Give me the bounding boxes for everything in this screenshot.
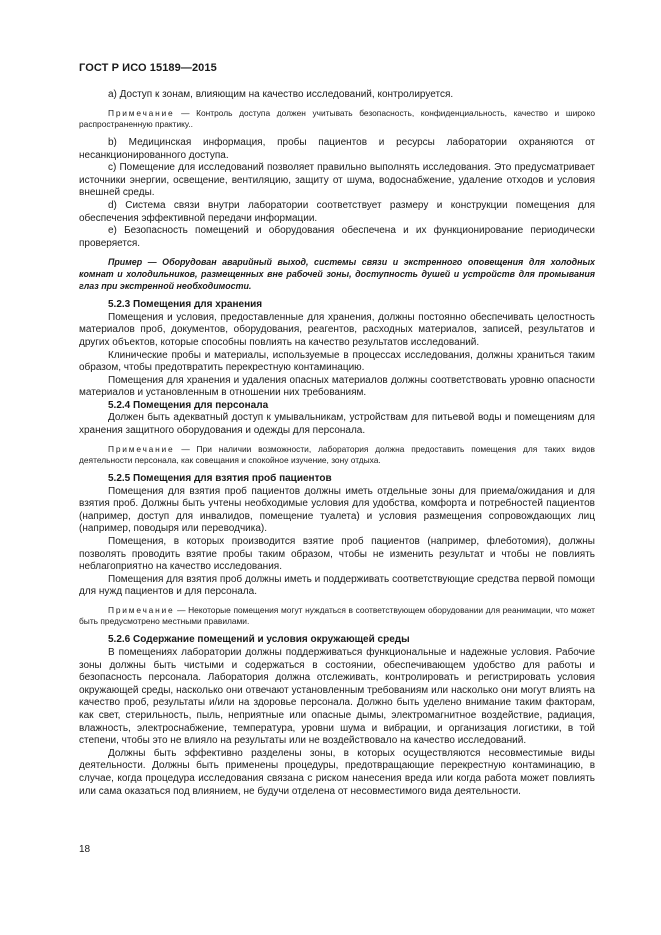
paragraph-item-c: c) Помещение для исследований позволяет правильно выполнять исследования. Это предусматривает источники энергии, освещение, вентиляцию, защиту от шума, водоснабжение, удаление отходов и условия внешней среды. (79, 162, 595, 199)
note-label: Примечание (108, 443, 175, 454)
paragraph-item-e: e) Безопасность помещений и оборудования обеспечена и их функционирование периодически проверяется. (79, 225, 595, 249)
paragraph-staff-access: Должен быть адекватный доступ к умывальникам, устройствам для питьевой воды и помещениям для хранения защитного оборудования и одежды для персонала. (79, 412, 595, 437)
paragraph-item-d: d) Система связи внутри лаборатории соответствует размеру и конструкции помещения для обеспечения эффективной передачи информации. (79, 199, 595, 224)
paragraph-clinical-samples: Клинические пробы и материалы, используемые в процессах исследования, должны храниться таким образом, чтобы предотвратить перекрестную контаминацию. (79, 349, 595, 374)
heading-5-2-5: 5.2.5 Помещения для взятия проб пациентов (108, 473, 332, 485)
paragraph-environment-conditions: В помещениях лаборатории должны поддерживаться функциональные и надежные условия. Рабочие зоны должны быть чистыми и содержаться в состоянии, обеспечивающем удобство для работы и безопасность персонала. Лаборатория должна отслеживать, контролировать и регистрировать условия окружающей среды, насколько они отвечают установленным требованиям или насколько они могут влиять на качество проб, результаты и/или на здоровье персонала. Должно быть уделено внимание таким факторам, как свет, стерильность, пыль, неприятные или опасные дымы, электромагнитное воздействие, радиация, влажность, электроснабжение, температура, уровни шума и вибрации, и организация логистики, в той степени, чтобы это не влияло на результаты или не воздействовало на качество исследований. (79, 647, 595, 747)
paragraph-access-zones: а) Доступ к зонам, влияющим на качество исследований, контролируется. (108, 89, 454, 100)
heading-5-2-4: 5.2.4 Помещения для персонала (108, 399, 269, 411)
standard-header: ГОСТ Р ИСО 15189—2015 (79, 62, 217, 74)
note-label: Примечание (108, 107, 175, 118)
note-access-control (79, 108, 595, 130)
paragraph-sampling-zones: Помещения для взятия проб пациентов должны иметь отдельные зоны для приема/ожидания и для взятия проб. Должны быть учтены необходимые условия для удобства, комфорта и потребностей пациентов (например, доступ для инвалидов, помещение туалета) и условия размещения сопровождающих лиц (например, поводыря или переводчика). (79, 485, 595, 535)
note-text: — Некоторые помещения могут нуждаться в соответствующем оборудовании для реанимации, что может быть предусмотрено местными правилами. (79, 605, 595, 627)
note-text: — Контроль доступа должен учитывать безопасность, конфиденциальность, качество и широко распространенную практику.. (79, 107, 595, 129)
heading-5-2-6: 5.2.6 Содержание помещений и условия окружающей среды (108, 634, 410, 646)
note-staff-facilities (79, 444, 595, 466)
paragraph-phlebotomy: Помещения, в которых производится взятие проб пациентов (например, флеботомия), должны позволять проводить взятие пробы таким образом, чтобы не изменить результат и чтобы не повлиять неблагоприятно на качество исследования. (79, 536, 595, 573)
paragraph-zone-separation: Должны быть эффективно разделены зоны, в которых осуществляются несовместимые виды деятельности. Должны быть применены процедуры, предотвращающие перекрестную контаминацию, в случае, когда процедура исследования связана с риском нанесения вреда или когда работа может повлиять или сама оказаться под влиянием, не будучи отделена от несовместимого вида деятельности. (79, 747, 595, 797)
note-resuscitation (79, 605, 595, 627)
paragraph-storage-integrity: Помещения и условия, предоставленные для хранения, должны постоянно обеспечивать целостность материалов проб, документов, оборудования, реагентов, расходных материалов, записей, результатов и других объектов, которые способны повлиять на качество результатов исследований. (79, 311, 595, 348)
paragraph-item-b: b) Медицинская информация, пробы пациентов и ресурсы лаборатории охраняются от несанкционированного доступа. (79, 137, 595, 161)
document-body (79, 89, 595, 798)
heading-5-2-3: 5.2.3 Помещения для хранения (108, 299, 263, 311)
paragraph-hazardous-storage: Помещения для хранения и удаления опасных материалов должны соответствовать уровню опасности материалов и установленным в отношении них требованиям. (79, 374, 595, 399)
note-label: Примечание (108, 605, 175, 615)
page-number: 18 (79, 844, 91, 855)
paragraph-first-aid: Помещения для взятия проб должны иметь и поддерживать соответствующие средства первой помощи для нужд пациентов и для персонала. (79, 573, 595, 598)
example-emergency-exit: Пример — Оборудован аварийный выход, системы связи и экстренного оповещения для холодных комнат и холодильников, размещенных вне рабочей зоны, доступность душей и устройств для промывания глаз при экстренной необходимости. (79, 257, 595, 291)
note-text: — При наличии возможности, лаборатория должна предоставить помещения для таких видов деятельности персонала, как совещания и спокойное изучение, зону отдыха. (79, 443, 595, 465)
